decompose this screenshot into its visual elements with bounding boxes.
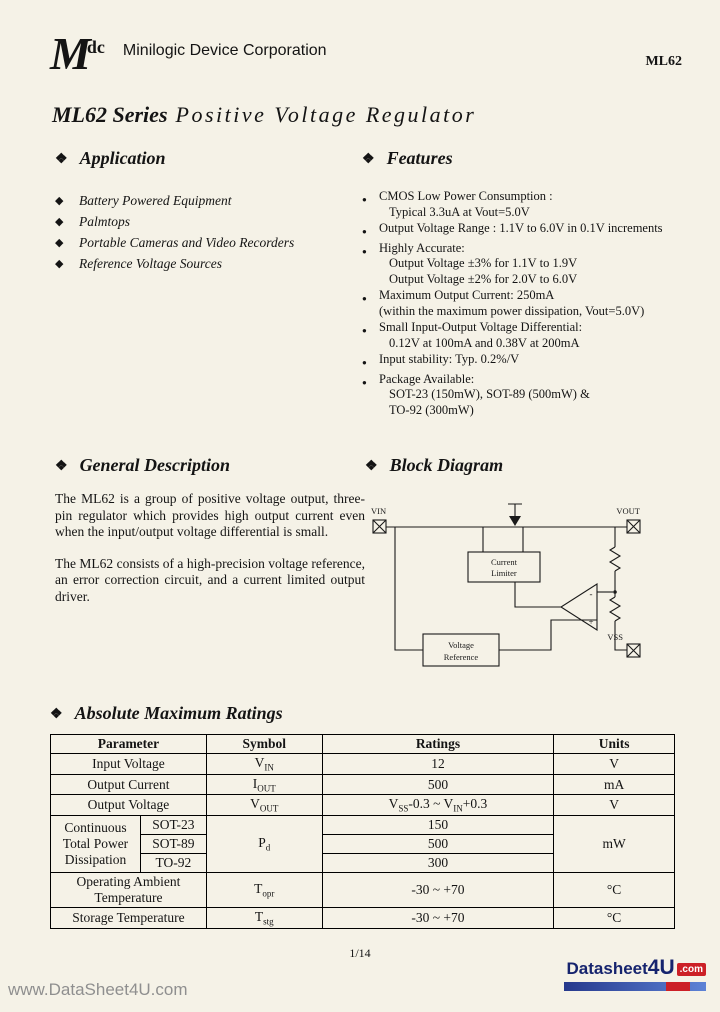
symbol-cell <box>206 816 322 873</box>
company-name: Minilogic Device Corporation <box>122 42 327 59</box>
symbol-subscript: OUT <box>259 804 279 815</box>
wire <box>483 527 523 552</box>
rating-cell <box>322 795 554 816</box>
symbol-base: V <box>254 755 265 770</box>
unit-cell: V <box>554 795 675 816</box>
voltage-reference-label: Voltage <box>448 640 474 650</box>
rating-cell: 150 <box>322 816 554 835</box>
logo-text-4u: 4U <box>647 956 675 979</box>
symbol-subscript: d <box>265 842 271 853</box>
diamond-bullet-icon: ◆ <box>55 216 64 228</box>
wire <box>515 582 561 607</box>
general-description-heading <box>55 455 365 476</box>
feature-text: Output Voltage Range : 1.1V to 6.0V in 0.1V increments <box>379 221 663 235</box>
symbol-subscript: opr <box>262 888 275 899</box>
vss-label: VSS <box>607 632 623 642</box>
block-diagram-heading-label: Block Diagram <box>389 455 504 475</box>
diamond-bullet-icon: ◆ <box>55 258 64 270</box>
title-rest: Positive Voltage Regulator <box>175 102 477 127</box>
column-header-symbol: Symbol <box>206 735 322 754</box>
section-marker-icon: ❖ <box>50 707 63 722</box>
diamond-bullet-icon: ◆ <box>55 237 64 249</box>
application-item-label: Reference Voltage Sources <box>79 256 222 271</box>
rating-cell: -30 ~ +70 <box>322 873 554 908</box>
symbol-cell <box>206 795 322 816</box>
circle-bullet-icon: ● <box>362 294 367 303</box>
feature-subtext: Output Voltage ±3% for 1.1V to 1.9V <box>389 256 578 270</box>
feature-text: Input stability: Typ. 0.2%/V <box>379 352 520 366</box>
circle-bullet-icon: ● <box>362 246 367 256</box>
description-paragraph: The ML62 is a group of positive voltage output, three-pin regulator which provides high output current even when the input/output voltage differential is small. <box>55 491 365 539</box>
package-cell: SOT-89 <box>140 835 206 854</box>
rating-text: V <box>388 796 399 812</box>
ratings-table <box>50 734 675 929</box>
symbol-cell <box>206 754 322 775</box>
unit-cell: °C <box>554 873 675 908</box>
page-number: 1/14 <box>349 946 371 960</box>
page-header <box>50 28 682 86</box>
feature-text: Maximum Output Current: 250mA <box>379 288 555 302</box>
list-item <box>362 288 697 319</box>
feature-subtext: 0.12V at 100mA and 0.38V at 200mA <box>389 335 580 350</box>
table-row <box>51 873 675 908</box>
datasheet4u-logo <box>564 956 706 991</box>
rating-cell: 500 <box>322 835 554 854</box>
vin-label: VIN <box>371 506 387 516</box>
features-heading <box>362 148 697 169</box>
feature-subtext: (within the maximum power dissipation, Vout=5.0V) <box>379 303 645 318</box>
rating-subscript: IN <box>453 804 463 815</box>
table-row <box>51 754 675 775</box>
logo-text-com: .com <box>677 963 706 976</box>
current-limiter-label: Current <box>491 557 517 567</box>
symbol-base: P <box>258 835 266 851</box>
application-heading-label: Application <box>79 148 166 168</box>
rating-cell: 12 <box>322 754 554 775</box>
symbol-cell <box>206 774 322 795</box>
symbol-subscript: IN <box>264 762 274 773</box>
rating-cell: 500 <box>322 774 554 795</box>
ratings-heading <box>50 703 675 724</box>
features-heading-label: Features <box>386 148 453 168</box>
table-header-row <box>51 735 675 754</box>
section-block-diagram <box>365 455 695 702</box>
section-marker-icon: ❖ <box>55 459 68 474</box>
list-item <box>55 214 355 230</box>
symbol-subscript: stg <box>263 916 274 927</box>
section-application <box>55 148 355 277</box>
opamp-minus-sign: - <box>589 589 593 599</box>
logo-dc-glyph: dc <box>86 37 105 57</box>
unit-cell: °C <box>554 908 675 929</box>
symbol-base: V <box>250 796 260 812</box>
wire <box>499 620 597 650</box>
vout-label: VOUT <box>616 506 640 516</box>
list-item <box>55 193 355 209</box>
unit-cell: V <box>554 754 675 775</box>
feature-text: Small Input-Output Voltage Differential: <box>379 320 583 334</box>
application-list <box>55 193 355 272</box>
logo-text-datasheet: Datasheet <box>566 959 648 978</box>
section-marker-icon: ❖ <box>365 459 378 474</box>
symbol-cell <box>206 908 322 929</box>
parameter-cell: Operating Ambient Temperature <box>51 873 207 908</box>
opamp-plus-sign: + <box>588 617 594 627</box>
symbol-base: T <box>254 909 264 925</box>
feature-subtext: Output Voltage ±2% for 2.0V to 6.0V <box>389 271 578 286</box>
list-item <box>362 189 697 220</box>
column-header-parameter: Parameter <box>51 735 207 754</box>
parameter-cell: Output Current <box>51 774 207 795</box>
application-heading <box>55 148 355 169</box>
application-item-label: Portable Cameras and Video Recorders <box>79 235 295 250</box>
circle-bullet-icon: ● <box>362 195 367 204</box>
symbol-base: I <box>252 775 258 791</box>
feature-subtext: SOT-23 (150mW), SOT-89 (500mW) & <box>389 387 590 401</box>
table-row <box>51 795 675 816</box>
package-cell: SOT-23 <box>140 816 206 835</box>
section-absolute-maximum-ratings <box>50 703 675 929</box>
diamond-bullet-icon: ◆ <box>55 195 64 207</box>
symbol-subscript: OUT <box>257 783 276 794</box>
symbol-cell <box>206 873 322 908</box>
current-limiter-label: Limiter <box>491 568 517 578</box>
section-general-description <box>55 455 365 605</box>
circle-bullet-icon: ● <box>362 377 367 387</box>
application-item-label: Battery Powered Equipment <box>79 193 232 208</box>
list-item <box>362 241 697 288</box>
circle-bullet-icon: ● <box>362 326 367 335</box>
circle-bullet-icon: ● <box>362 227 367 236</box>
company-logo <box>50 28 109 79</box>
logo-bar <box>564 982 706 991</box>
table-row <box>51 908 675 929</box>
logo-bar-red-segment <box>666 982 690 991</box>
column-header-units: Units <box>554 735 675 754</box>
general-description-heading-label: General Description <box>79 455 231 475</box>
symbol-base: T <box>254 881 263 897</box>
parameter-cell: Output Voltage <box>51 795 207 816</box>
rating-text: -0.3 ~ V <box>408 796 454 812</box>
table-row <box>51 774 675 795</box>
parameter-cell: Continuous Total Power Dissipation <box>51 816 141 873</box>
parameter-cell: Input Voltage <box>51 754 207 775</box>
features-list <box>362 189 697 418</box>
unit-cell: mA <box>554 774 675 795</box>
rating-cell: 300 <box>322 854 554 873</box>
list-item <box>55 256 355 272</box>
page-title <box>52 102 476 128</box>
wire <box>395 527 423 650</box>
application-item-label: Palmtops <box>79 214 131 229</box>
section-marker-icon: ❖ <box>362 152 375 167</box>
vout-pad-icon <box>627 520 640 533</box>
parameter-cell: Storage Temperature <box>51 908 207 929</box>
block-diagram-figure <box>365 492 665 702</box>
block-diagram-heading <box>365 455 695 476</box>
section-marker-icon: ❖ <box>55 152 68 167</box>
feature-subtext: TO-92 (300mW) <box>389 402 474 417</box>
vin-pad-icon <box>373 520 386 533</box>
watermark-url: www.DataSheet4U.com <box>8 980 188 999</box>
logo-m-glyph: M <box>50 28 91 79</box>
vss-pad-icon <box>627 644 640 657</box>
list-item <box>362 221 697 240</box>
feature-subtext: Typical 3.3uA at Vout=5.0V <box>389 204 530 219</box>
document-code: ML62 <box>645 54 682 69</box>
rating-text: +0.3 <box>462 796 488 812</box>
title-series: ML62 Series <box>52 102 168 127</box>
feature-text: Package Available: <box>379 371 475 386</box>
section-features <box>362 148 697 419</box>
voltage-reference-label: Reference <box>443 652 479 662</box>
feature-text: CMOS Low Power Consumption : <box>379 189 553 203</box>
ratings-heading-label: Absolute Maximum Ratings <box>74 703 283 723</box>
column-header-ratings: Ratings <box>322 735 554 754</box>
unit-cell: mW <box>554 816 675 873</box>
rating-cell: -30 ~ +70 <box>322 908 554 929</box>
pass-transistor-icon <box>508 504 522 526</box>
list-item <box>362 320 697 351</box>
rating-subscript: SS <box>398 804 409 815</box>
feature-text: Highly Accurate: <box>379 240 465 255</box>
list-item <box>362 352 697 371</box>
list-item <box>55 235 355 251</box>
description-paragraph: The ML62 consists of a high-precision voltage reference, an error correction circuit, and a current limited output driver. <box>55 555 365 604</box>
package-cell: TO-92 <box>140 854 206 873</box>
circle-bullet-icon: ● <box>362 358 367 367</box>
table-row <box>51 816 675 835</box>
list-item <box>362 372 697 419</box>
